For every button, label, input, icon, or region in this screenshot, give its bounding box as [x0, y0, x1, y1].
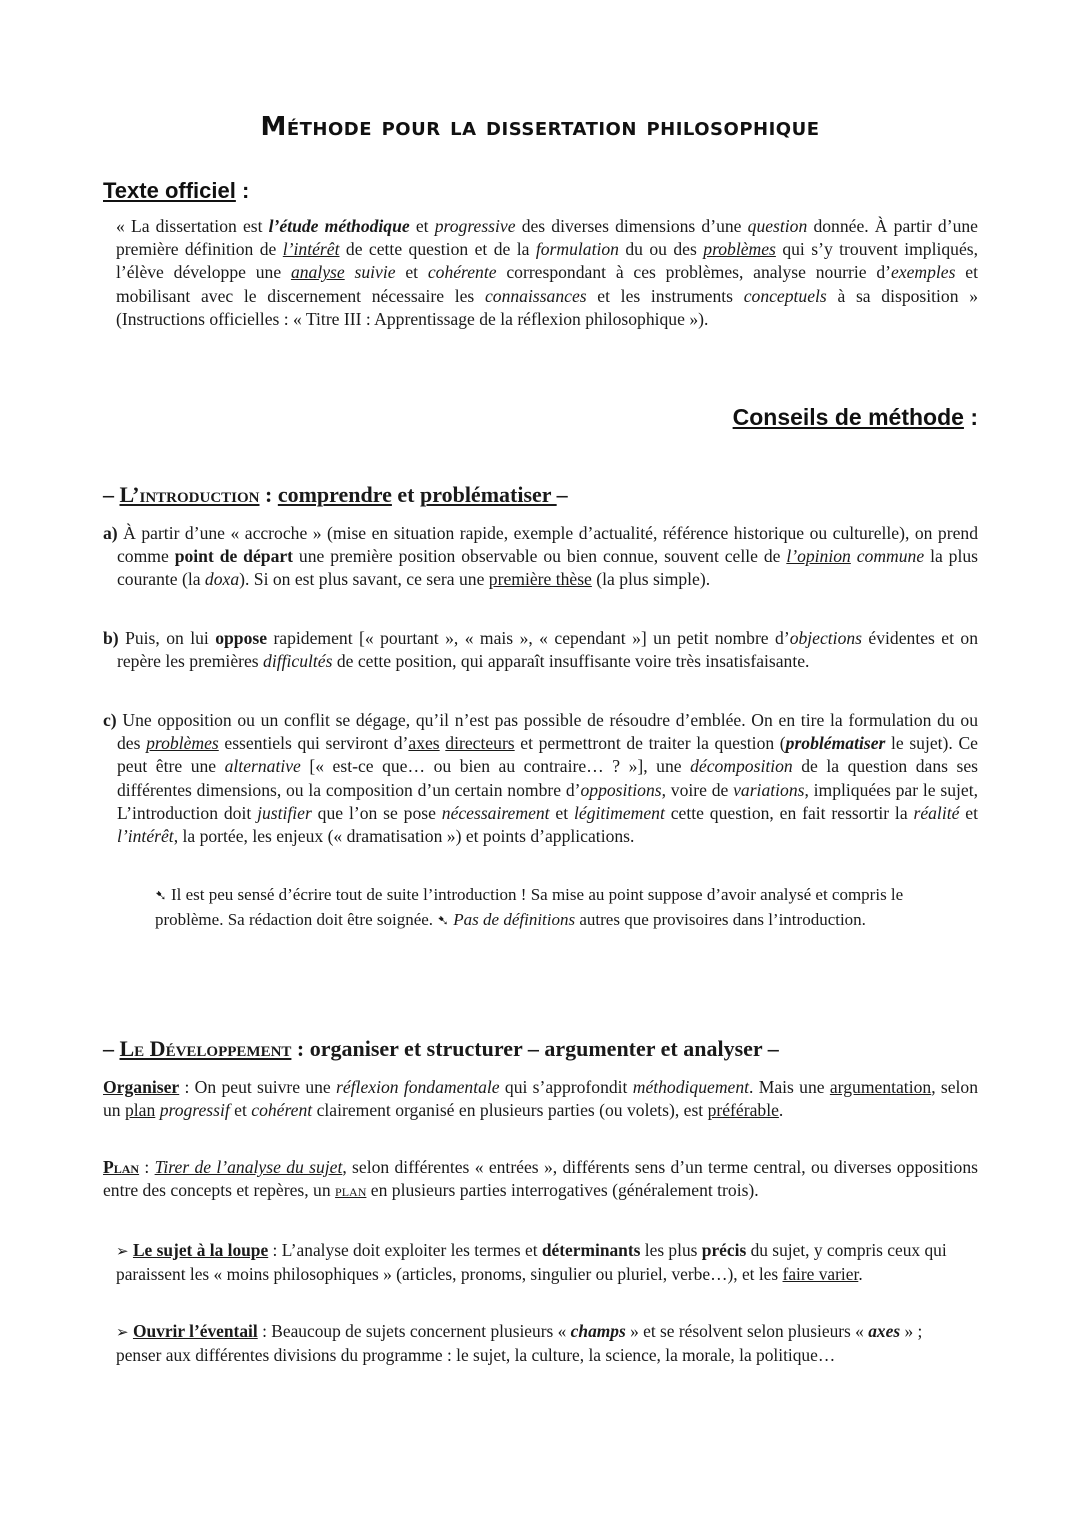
text-run: À partir d’une « accroche » (mise en situation rapide, exemple d’actualité, référence historique ou culturelle), on prend comme — [117, 523, 978, 567]
text-run: , selon un — [103, 1077, 979, 1121]
eventail-label: Ouvrir l’éventail — [132, 1321, 258, 1341]
text-run: faire varier — [782, 1264, 859, 1284]
item-label: a) — [103, 523, 118, 543]
text-run: préférable — [707, 1100, 779, 1121]
official-text — [116, 215, 978, 331]
text-run: Il est peu sensé d’écrire tout de suite l’introduction ! Sa mise au point suppose d’avoir analysé et compris le problème. Sa rédaction doit être soignée. — [155, 885, 904, 929]
text-run: : organiser et structurer – argumenter et analyser – — [291, 1036, 779, 1061]
text-run: (la plus simple). — [591, 569, 711, 590]
text-run: et — [549, 802, 574, 823]
dev-organiser — [103, 1076, 978, 1122]
text-run: , voire de — [661, 779, 734, 800]
text-run: : L’analyse doit exploiter les termes et — [268, 1240, 542, 1260]
text-run: Pas de définitions — [449, 910, 576, 929]
text-run: question — [747, 216, 808, 236]
intro-heading-name: L’introduction — [119, 482, 260, 507]
intro-paragraph-a — [103, 522, 978, 592]
text-run: du ou des — [618, 239, 704, 260]
text-run: et permettront de traiter la question ( — [514, 733, 786, 754]
text-run: et — [229, 1100, 252, 1121]
text-run: problématiser — [419, 482, 557, 507]
text-run: Tirer de l’analyse du sujet — [154, 1157, 343, 1177]
text-run: le sujet). Ce peut être une — [117, 733, 978, 777]
text-run: formulation — [535, 239, 619, 260]
text-run: . — [858, 1264, 863, 1284]
text-run: et — [409, 216, 435, 236]
item-label: c) — [103, 710, 117, 730]
text-run: : Beaucoup de sujets concernent plusieurs « — [257, 1321, 571, 1341]
text-run: de cette question et de la — [339, 239, 536, 260]
text-run: précis — [701, 1240, 747, 1260]
text-run: de cette position, qui apparaît insuffisante voire très insatisfaisante. — [332, 651, 810, 672]
text-run: problématiser — [785, 733, 886, 754]
text-run: donnée. À partir d’une première définition de — [116, 216, 978, 260]
dev-organiser-text — [103, 1076, 978, 1122]
conseils-heading-colon: : — [963, 404, 978, 430]
text-run: axes — [868, 1321, 901, 1341]
text-run: l’intérêt — [282, 239, 340, 260]
dev-plan-text — [103, 1156, 978, 1202]
text-run: analyse — [290, 262, 345, 283]
text-run: nécessairement — [441, 802, 550, 823]
text-run: – — [556, 482, 568, 507]
text-run: Une opposition ou un conflit se dégage, qu’il n’est pas possible de résoudre d’emblée. On en tire la formulation du ou des — [116, 710, 978, 754]
text-run: du sujet, y compris ceux qui paraissent les « moins philosophiques » (articles, pronoms, singulier ou pluriel, verbe…), et les — [116, 1240, 947, 1284]
text-run: connaissances — [484, 285, 587, 306]
text-run: réalité — [913, 802, 960, 823]
text-run: les plus — [640, 1240, 702, 1260]
official-heading — [103, 178, 249, 204]
text-run: , impliquées par le sujet, L’introduction doit — [117, 779, 978, 823]
text-run: – — [103, 1036, 120, 1061]
dev-loupe-text — [116, 1239, 961, 1286]
text-run: une première position observable ou bien connue, souvent celle de — [293, 546, 787, 567]
text-run: – — [103, 482, 120, 507]
text-run: . Mais une — [749, 1077, 830, 1097]
text-run: rapidement [« pourtant », « mais », « cependant »] un petit nombre d’ — [267, 628, 790, 648]
text-run: variations — [733, 779, 805, 800]
text-run: la plus courante (la — [117, 546, 978, 590]
text-run: justifier — [257, 802, 312, 823]
text-run — [345, 262, 355, 282]
text-run: première thèse — [488, 569, 592, 590]
arrowhead-bullet-icon: ➢ — [116, 1242, 129, 1260]
hand-arrow-icon: ➷ — [155, 888, 167, 904]
text-run: des diverses dimensions d’une — [515, 216, 748, 236]
text-run: directeurs — [445, 733, 515, 754]
intro-paragraph-c — [103, 709, 978, 848]
text-run: [« est-ce que… ou bien au contraire… ? »], une — [300, 756, 691, 777]
text-run: et — [395, 262, 428, 283]
conseils-heading-label: Conseils de méthode — [732, 404, 964, 430]
text-run: doxa — [204, 569, 240, 590]
intro-item-c — [103, 709, 978, 848]
text-run: clairement organisé en plusieurs parties (ou volets), est — [312, 1100, 708, 1121]
text-run: cohérent — [251, 1100, 313, 1121]
text-run: argumentation — [829, 1077, 932, 1097]
text-run: l’opinion — [786, 546, 851, 567]
text-run: que l’on se pose — [311, 802, 442, 823]
text-run: axes — [408, 733, 440, 754]
intro-note-text — [155, 883, 945, 933]
text-run: progressive — [434, 216, 516, 236]
official-heading-label: Texte officiel — [103, 178, 236, 203]
text-run: plan — [335, 1180, 367, 1201]
intro-paragraph-b — [103, 627, 978, 673]
text-run: problèmes — [703, 239, 776, 260]
text-run: correspondant à ces problèmes, analyse nourrie d’ — [496, 262, 891, 283]
text-run: objections — [789, 628, 863, 648]
page-title: Méthode pour la dissertation philosophique — [260, 112, 820, 142]
text-run: autres que provisoires dans l’introduction. — [575, 910, 866, 929]
text-run: et — [391, 482, 420, 507]
text-run: qui s’y trouvent impliqués, l’élève développe une — [116, 239, 979, 283]
intro-note — [155, 883, 945, 933]
text-run: décomposition — [690, 756, 793, 777]
text-run: l’étude méthodique — [268, 216, 410, 236]
arrowhead-bullet-icon: ➢ — [116, 1323, 129, 1341]
plan-label: Plan — [103, 1157, 140, 1177]
text-run: : — [139, 1157, 155, 1177]
text-run: oppose — [215, 628, 268, 648]
text-run: « La dissertation est — [116, 216, 269, 236]
text-run: comprendre — [277, 482, 392, 507]
text-run: légitimement — [574, 802, 665, 823]
text-run: , selon différentes « entrées », différents sens d’un terme central, ou diverses oppositions entre des concepts et repères, un — [103, 1157, 978, 1201]
text-run: Puis, on lui — [118, 628, 216, 648]
intro-heading — [103, 482, 568, 508]
text-run: : — [259, 482, 278, 507]
text-run: qui s’approfondit — [499, 1077, 633, 1097]
text-run: commune — [850, 546, 925, 567]
text-run: en plusieurs parties interrogatives (généralement trois). — [366, 1180, 759, 1201]
text-run: point de départ — [174, 546, 294, 567]
dev-plan — [103, 1156, 978, 1202]
dev-loupe — [116, 1239, 961, 1286]
text-run: , la portée, les enjeux (« dramatisation ») et points d’applications. — [173, 826, 635, 847]
text-run: de la question dans ses différentes dimensions, ou la composition d’un certain nombre d’ — [117, 756, 978, 800]
text-run: et — [959, 802, 978, 823]
item-label: b) — [103, 628, 119, 648]
text-run: conceptuels — [743, 285, 827, 306]
dev-eventail-text — [116, 1320, 946, 1367]
text-run: l’intérêt — [117, 826, 174, 847]
official-heading-colon: : — [235, 178, 250, 203]
text-run: progressif — [159, 1100, 230, 1121]
text-run: et mobilisant avec le discernement nécessaire les — [116, 262, 978, 306]
text-run: réflexion fondamentale — [336, 1077, 500, 1097]
text-run: champs — [570, 1321, 626, 1341]
text-run: alternative — [224, 756, 301, 777]
dev-heading-name: Le Développement — [119, 1036, 292, 1061]
text-run: essentiels qui serviront d’ — [218, 733, 409, 754]
official-paragraph — [116, 215, 978, 331]
conseils-heading — [733, 404, 978, 431]
text-run: exemples — [890, 262, 956, 283]
text-run: oppositions — [580, 779, 662, 800]
intro-item-a — [103, 522, 978, 592]
hand-arrow-icon: ➷ — [437, 913, 450, 929]
intro-item-b — [103, 627, 978, 673]
text-run: à sa disposition » (Instructions officielles : « Titre III : Apprentissage de la réflexion philosophique »). — [116, 285, 979, 329]
dev-eventail — [116, 1320, 946, 1367]
text-run: évidentes et on repère les premières — [117, 628, 978, 672]
text-run: plan — [125, 1100, 156, 1121]
text-run: : On peut suivre une — [179, 1077, 337, 1097]
dev-heading — [103, 1036, 779, 1062]
text-run: cette question, en fait ressortir la — [664, 802, 914, 823]
loupe-label: Le sujet à la loupe — [132, 1240, 269, 1260]
text-run: déterminants — [541, 1240, 641, 1260]
text-run: cohérente — [427, 262, 497, 283]
organiser-label: Organiser — [103, 1077, 180, 1097]
text-run: problèmes — [146, 733, 219, 754]
text-run: méthodiquement — [632, 1077, 750, 1097]
text-run: . — [778, 1100, 784, 1121]
text-run: et les instruments — [586, 285, 744, 306]
text-run: » et se résolvent selon plusieurs « — [625, 1321, 869, 1341]
text-run: » ; penser aux différentes divisions du programme : le sujet, la culture, la science, la morale, la politique… — [116, 1321, 923, 1365]
text-run: ). Si on est plus savant, ce sera une — [239, 569, 489, 590]
text-run: suivie — [354, 262, 396, 283]
text-run: difficultés — [263, 651, 333, 672]
